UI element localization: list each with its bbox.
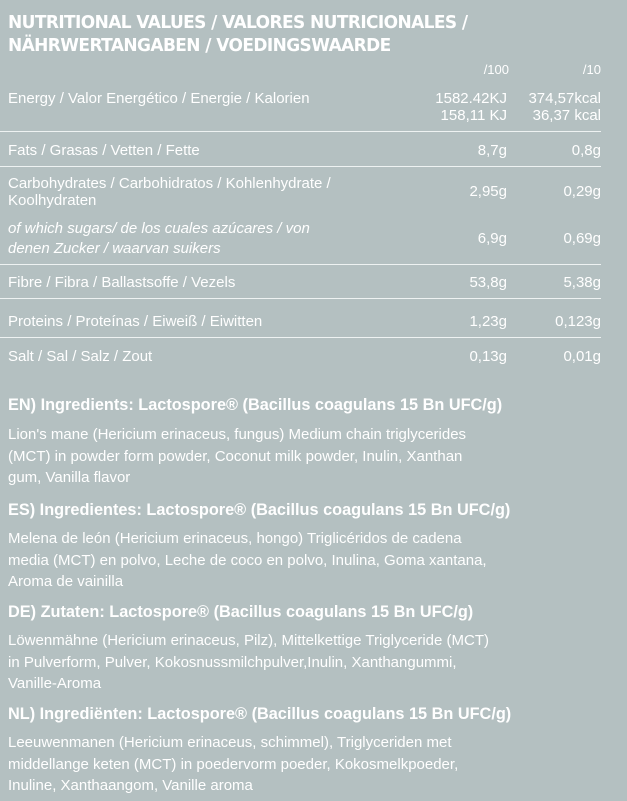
ingredients-heading-nl: NL) Ingrediënten: Lactospore® (Bacillus coagulans 15 Bn UFC/g) [8, 705, 512, 723]
ingredients-text-de [8, 630, 608, 695]
nutrition-title [8, 12, 590, 58]
nutrition-row-energy [0, 90, 627, 126]
row-label: Fats / Grasas / Vetten / Fette [8, 142, 200, 159]
row-label: Salt / Sal / Salz / Zout [8, 348, 153, 365]
column-header-per-100: /100 [483, 62, 509, 77]
row-label-line: Carbohydrates / Carbohidratos / Kohlenhydrate / [8, 175, 331, 192]
ingredients-text-en [8, 424, 608, 489]
ingredients-heading-de: DE) Zutaten: Lactospore® (Bacillus coagulans 15 Bn UFC/g) [8, 603, 474, 621]
ingredients-line: Inuline, Xanthaangom, Vanille aroma [8, 777, 253, 794]
nutrition-row-carbohydrates [0, 175, 627, 211]
row-value-per-10: 0,29g [563, 183, 601, 200]
row-value-per-100: 8,7g [477, 142, 507, 159]
energy-kcal-per-10: 36,37 kcal [532, 107, 601, 124]
ingredients-text-nl [8, 732, 608, 797]
row-label: Energy / Valor Energético / Energie / Kalorien [8, 90, 310, 107]
nutrition-row-fats [0, 142, 627, 159]
ingredients-heading-es: ES) Ingredientes: Lactospore® (Bacillus coagulans 15 Bn UFC/g) [8, 501, 511, 519]
separator [0, 337, 601, 338]
ingredients-line: Leeuwenmanen (Hericium erinaceus, schimmel), Triglyceriden met [8, 734, 452, 751]
row-label-line: Koolhydraten [8, 192, 97, 209]
ingredients-line: gum, Vanilla flavor [8, 469, 131, 486]
separator [0, 298, 601, 299]
row-value-per-10 [528, 90, 601, 124]
nutrition-row-fibre [0, 274, 627, 291]
column-header-per-10: /10 [582, 62, 601, 77]
ingredients-line: Melena de león (Hericium erinaceus, hongo) Triglicéridos de cadena [8, 530, 462, 547]
row-label-line: denen Zucker / waarvan suikers [8, 240, 221, 257]
ingredients-text-es [8, 528, 608, 593]
ingredients-heading-en: EN) Ingredients: Lactospore® (Bacillus coagulans 15 Bn UFC/g) [8, 396, 503, 414]
ingredients-line: Lion's mane (Hericium erinaceus, fungus) Medium chain triglycerides [8, 426, 467, 443]
title-line-1: NUTRITIONAL VALUES / VALORES NUTRICIONALES / [8, 13, 468, 33]
row-label: Proteins / Proteínas / Eiweiß / Eiwitten [8, 313, 263, 330]
row-value-per-10: 0,01g [563, 348, 601, 365]
ingredients-line: Aroma de vainilla [8, 573, 124, 590]
energy-kj-per-100: 1582.42KJ [435, 90, 507, 107]
separator [0, 166, 601, 167]
separator [0, 131, 601, 132]
row-value-per-100: 2,95g [469, 183, 507, 200]
row-label-line: of which sugars/ de los cuales azúcares / von [8, 220, 310, 237]
row-value-per-100: 1,23g [469, 313, 507, 330]
energy-kj-per-10: 158,11 KJ [440, 107, 507, 124]
ingredients-line: (MCT) in powder form powder, Coconut milk powder, Inulin, Xanthan [8, 447, 463, 465]
row-value-per-100: 53,8g [469, 274, 507, 291]
row-value-per-10: 5,38g [563, 274, 601, 291]
row-label: Fibre / Fibra / Ballastsoffe / Vezels [8, 274, 236, 291]
nutrition-row-proteins [0, 313, 627, 330]
ingredients-line: middellange keten (MCT) in poedervorm poeder, Kokosmelkpoeder, [8, 755, 459, 773]
row-value-per-100: 0,13g [469, 348, 507, 365]
separator [0, 264, 601, 265]
row-value-per-100 [435, 90, 507, 124]
row-value-per-10: 0,8g [571, 142, 601, 159]
row-label [8, 219, 408, 259]
row-label [8, 175, 408, 209]
nutrition-row-sugars [0, 219, 627, 259]
ingredients-line: media (MCT) en polvo, Leche de coco en polvo, Inulina, Goma xantana, [8, 551, 487, 569]
title-line-2: NÄHRWERTANGABEN / VOEDINGSWAARDE [8, 36, 391, 56]
ingredients-line: Löwenmähne (Hericium erinaceus, Pilz), Mittelkettige Triglyceride (MCT) [8, 632, 489, 649]
row-value-per-100: 6,9g [477, 230, 507, 247]
row-value-per-10: 0,69g [563, 230, 601, 247]
energy-kcal-per-100: 374,57kcal [528, 90, 601, 107]
row-value-per-10: 0,123g [555, 313, 601, 330]
nutrition-row-salt [0, 348, 627, 365]
ingredients-line: Vanille-Aroma [8, 675, 102, 692]
ingredients-line: in Pulverform, Pulver, Kokosnussmilchpulver,Inulin, Xanthangummi, [8, 653, 457, 671]
